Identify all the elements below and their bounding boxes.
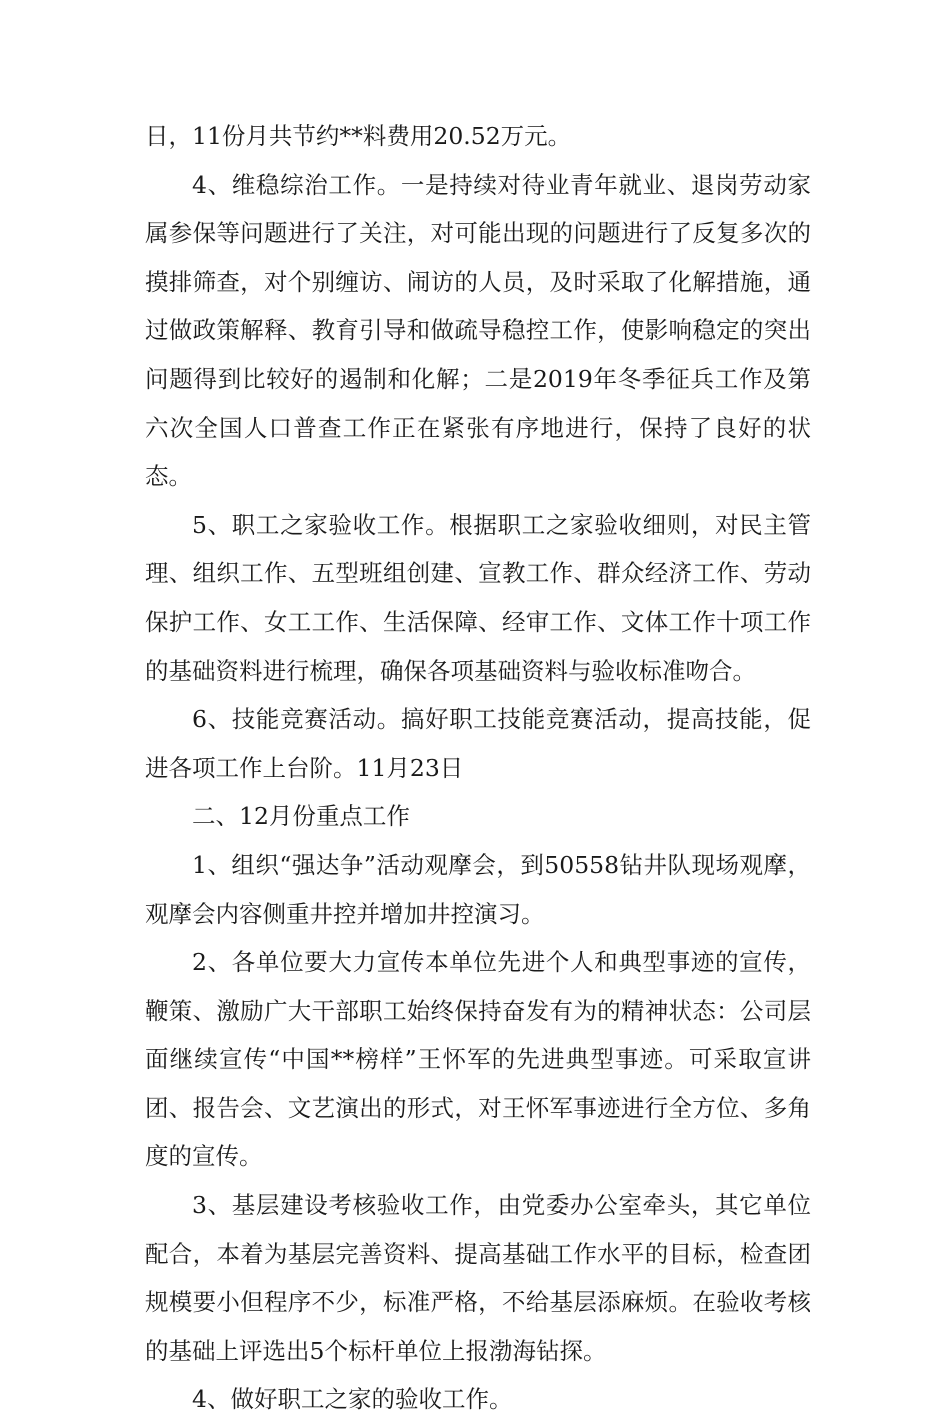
paragraph-stability-work: 4、维稳综治工作。一是持续对待业青年就业、退岗劳动家属参保等问题进行了关注，对可能出现的问题进行了反复多次的摸排筛查，对个别缠访、闹访的人员，及时采取了化解措施，通过做政策解释、教育引导和做疏导稳控工作，使影响稳定的突出问题得到比较好的遏制和化解；二是2019年冬季征兵工作及第六次全国人口普查工作正在紧张有序地进行，保持了良好的状态。 <box>145 170 811 491</box>
paragraph-publicity: 2、各单位要大力宣传本单位先进个人和典型事迹的宣传，鞭策、激励广大干部职工始终保持奋发有为的精神状态：公司层面继续宣传“中国**榜样”王怀军的先进典型事迹。可采取宣讲团、报告会、文艺演出的形式，对王怀军事迹进行全方位、多角度的宣传。 <box>145 948 811 1171</box>
paragraph-continuation: 日，11份月共节约**料费用20.52万元。 <box>145 122 572 150</box>
paragraph-staff-home-acceptance: 5、职工之家验收工作。根据职工之家验收细则，对民主管理、组织工作、五型班组创建、宣教工作、群众经济工作、劳动保护工作、女工工作、生活保障、经审工作、文体工作十项工作的基础资料进行梳理，确保各项基础资料与验收标准吻合。 <box>145 510 811 685</box>
document-page <box>145 112 811 1424</box>
section-heading-december: 二、12月份重点工作 <box>192 802 410 831</box>
paragraph-skills-competition: 6、技能竞赛活动。搞好职工技能竞赛活动，提高技能，促进各项工作上台阶。11月23日 <box>145 705 811 782</box>
paragraph-observation-meeting: 1、组织“强达争”活动观摩会，到50558钻井队现场观摩，观摩会内容侧重井控并增加井控演习。 <box>145 850 811 928</box>
paragraph-grassroots-assessment: 3、基层建设考核验收工作，由党委办公室牵头，其它单位配合，本着为基层完善资料、提高基础工作水平的目标，检查团规模要小但程序不少，标准严格，不给基层添麻烦。在验收考核的基础上评选出5个标杆单位上报渤海钻探。 <box>145 1191 811 1365</box>
paragraph-staff-home-task: 4、做好职工之家的验收工作。 <box>192 1385 513 1414</box>
